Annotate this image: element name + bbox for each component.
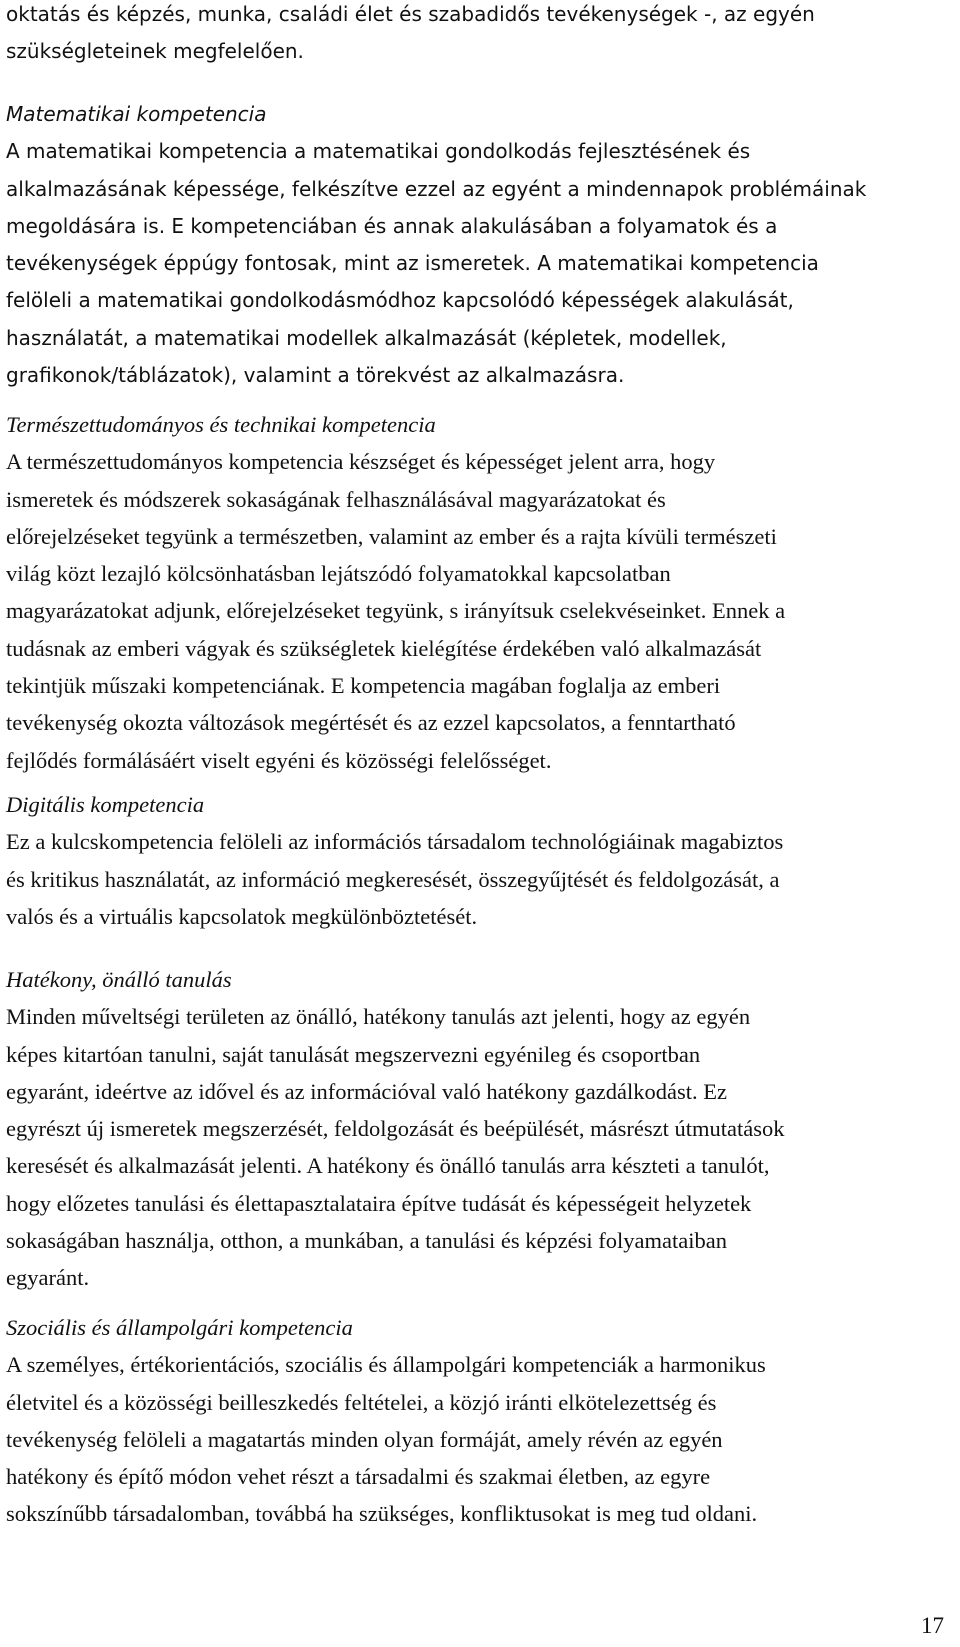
- text-line: keresését és alkalmazását jelenti. A hatékony és önálló tanulás arra készteti a tanulót,: [6, 1153, 770, 1179]
- text-line: Minden műveltségi területen az önálló, hatékony tanulás azt jelenti, hogy az egyén: [6, 1004, 751, 1030]
- section-termeszettudomanyos-kompetencia: [6, 406, 785, 779]
- text-line: tekintjük műszaki kompetenciának. E kompetencia magában foglalja az emberi: [6, 673, 721, 699]
- text-line: képes kitartóan tanulni, saját tanulását megszervezni egyénileg és csoportban: [6, 1041, 701, 1067]
- text-line: megoldására is. E kompetenciában és annak alakulásában a folyamatok és a: [6, 213, 778, 238]
- text-line: felöleli a matematikai gondolkodásmódhoz kapcsolódó képességek alakulását,: [6, 288, 794, 313]
- text-line: hogy előzetes tanulási és élettapasztalataira építve tudását és képességeit helyzetek: [6, 1190, 752, 1216]
- text-line: tevékenység felöleli a magatartás minden olyan formáját, amely révén az egyén: [6, 1426, 723, 1452]
- section-hatekony-onallo-tanulas: [6, 961, 784, 1297]
- text-line: magyarázatokat adjunk, előrejelzéseket tegyünk, s irányítsuk cselekvéseinket. Ennek a: [6, 598, 786, 624]
- text-line: hatékony és építő módon vehet részt a társadalmi és szakmai életben, az egyre: [6, 1464, 711, 1490]
- text-line: szükségleteinek megfelelően.: [6, 39, 304, 64]
- text-line: A természettudományos kompetencia készséget és képességet jelent arra, hogy: [6, 449, 716, 475]
- text-line: egyaránt, ideértve az idővel és az információval való hatékony gazdálkodást. Ez: [6, 1078, 727, 1104]
- section-heading: Matematikai kompetencia: [6, 102, 267, 126]
- section-szocialis-allampolgari-kompetencia: [6, 1309, 766, 1533]
- text-line: valós és a virtuális kapcsolatok megkülönböztetését.: [6, 903, 478, 929]
- text-line: alkalmazásának képessége, felkészítve ezzel az egyént a mindennapok problémáinak: [6, 176, 867, 201]
- text-line: A személyes, értékorientációs, szociális és állampolgári kompetenciák a harmonikus: [6, 1352, 766, 1378]
- section-heading: Természettudományos és technikai kompetencia: [6, 412, 436, 437]
- text-line: tevékenység okozta változások megértését és az ezzel kapcsolatos, a fenntartható: [6, 710, 736, 736]
- text-line: A matematikai kompetencia a matematikai gondolkodás fejlesztésének és: [6, 139, 751, 164]
- text-line: oktatás és képzés, munka, családi élet és szabadidős tevékenységek -, az egyén: [6, 2, 815, 26]
- section-digitalis-kompetencia: [6, 786, 783, 935]
- text-line: sokaságában használja, otthon, a munkában, a tanulási és képzési folyamataiban: [6, 1228, 727, 1254]
- text-line: tevékenységek éppúgy fontosak, mint az ismeretek. A matematikai kompetencia: [6, 251, 819, 276]
- text-line: és kritikus használatát, az információ megkeresését, összegyűjtését és feldolgozását, a: [6, 866, 780, 892]
- text-line: egyrészt új ismeretek megszerzését, feldolgozását és beépülését, másrészt útmutatások: [6, 1116, 785, 1142]
- text-line: tudásnak az emberi vágyak és szükségletek kielégítése érdekében való alkalmazását: [6, 635, 762, 661]
- text-line: fejlődés formálásáért viselt egyéni és közösségi felelősséget.: [6, 747, 552, 773]
- text-line: előrejelzéseket tegyünk a természetben, valamint az ember és a rajta kívüli természeti: [6, 523, 777, 549]
- text-line: használatát, a matematikai modellek alkalmazását (képletek, modellek,: [6, 325, 727, 350]
- text-line: grafikonok/táblázatok), valamint a törekvést az alkalmazásra.: [6, 363, 625, 388]
- text-line: egyaránt.: [6, 1265, 90, 1291]
- text-line: Ez a kulcskompetencia felöleli az információs társadalom technológiáinak magabiztos: [6, 829, 784, 855]
- text-line: sokszínűbb társadalomban, továbbá ha szükséges, konfliktusokat is meg tud oldani.: [6, 1501, 758, 1527]
- text-line: ismeretek és módszerek sokaságának felhasználásával magyarázatokat és: [6, 486, 666, 512]
- text-line: világ közt lezajló kölcsönhatásban lejátszódó folyamatokkal kapcsolatban: [6, 561, 671, 587]
- section-heading: Hatékony, önálló tanulás: [6, 967, 232, 992]
- section-heading: Digitális kompetencia: [6, 792, 205, 817]
- section-matematikai-kompetencia: [6, 96, 866, 394]
- intro-paragraph: [6, 0, 815, 71]
- page-number: 17: [921, 1613, 944, 1638]
- section-heading: Szociális és állampolgári kompetencia: [6, 1315, 353, 1340]
- text-line: életvitel és a közösségi beilleszkedés feltételei, a közjó iránti elkötelezettség és: [6, 1389, 717, 1415]
